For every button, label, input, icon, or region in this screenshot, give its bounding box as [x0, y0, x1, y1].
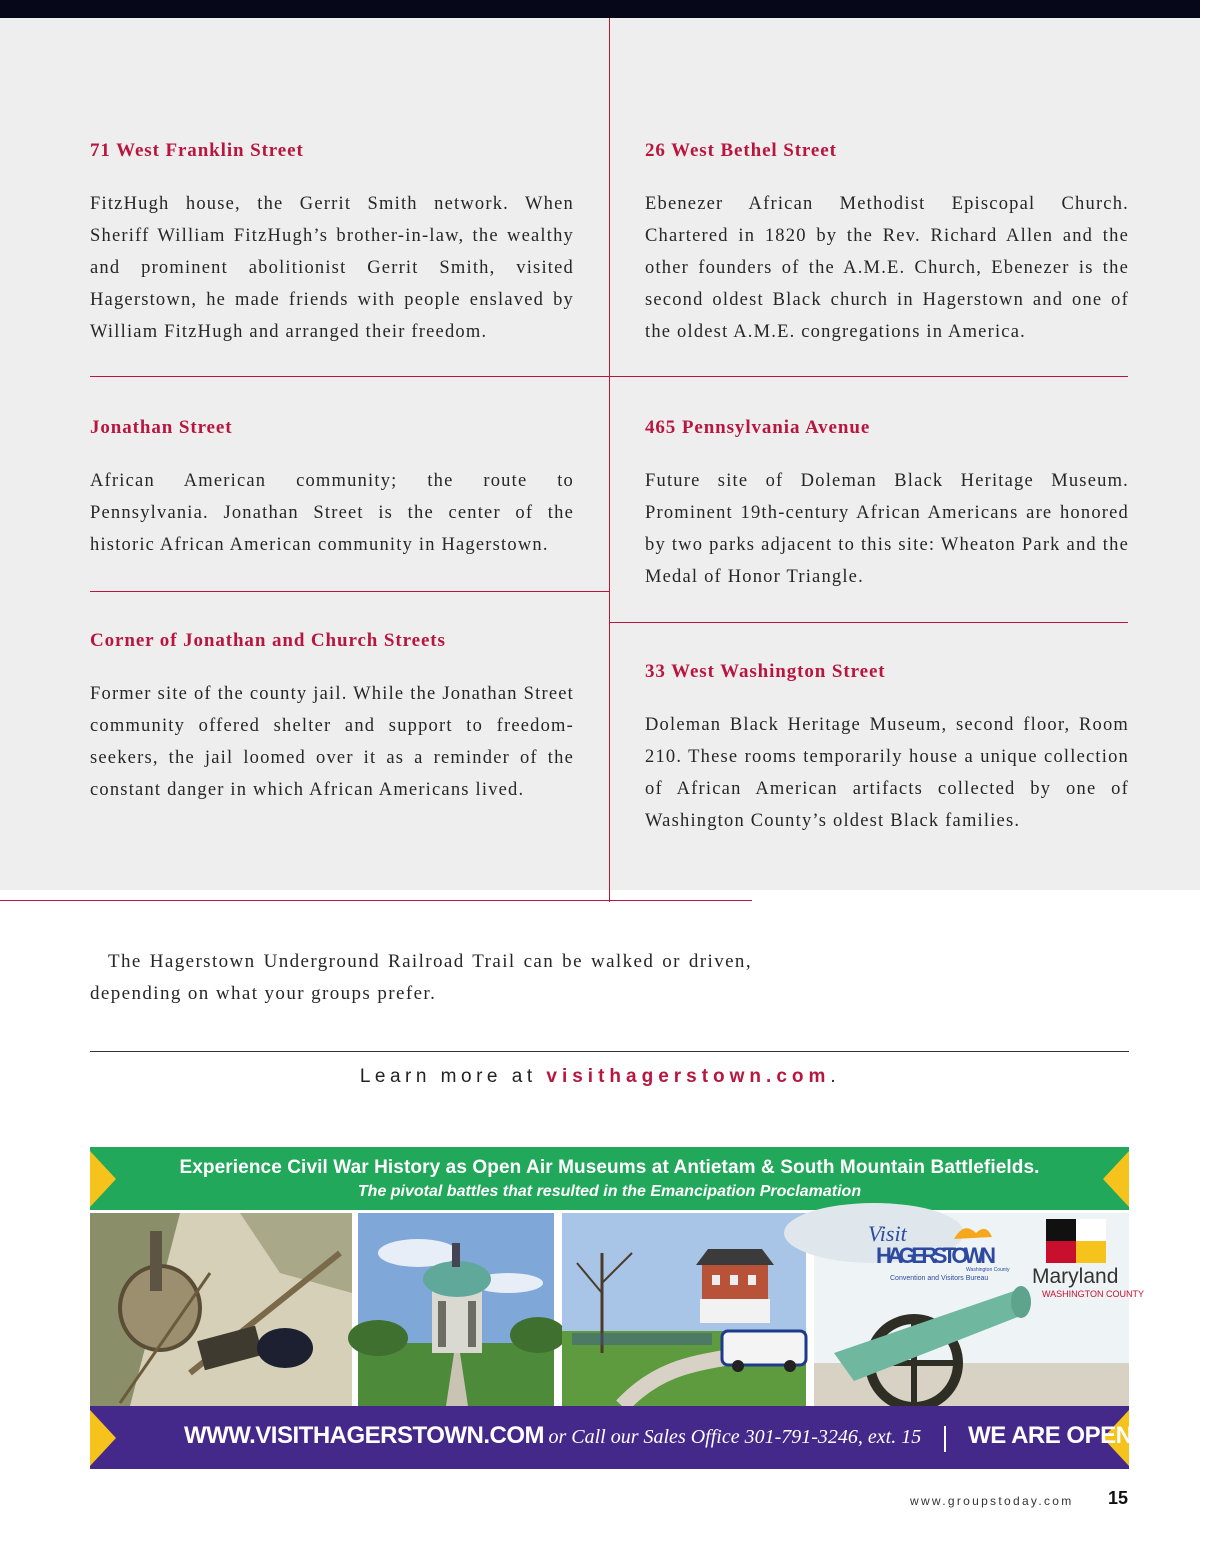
site-heading: 33 West Washington Street: [645, 661, 886, 682]
hagerstown-logo-subtext: Washington County: [966, 1267, 1010, 1273]
site-entry: [90, 630, 574, 806]
ad-headline: Experience Civil War History as Open Air Museums at Antietam & South Mountain Battlefields.: [179, 1157, 1040, 1178]
closing-paragraph: The Hagerstown Underground Railroad Trail can be walked or driven, depending on what your groups prefer.: [90, 951, 752, 1004]
section-rule: [90, 1051, 1129, 1052]
footer-site: www.groupstoday.com: [910, 1494, 1074, 1508]
row-divider-right-2: [609, 622, 1128, 623]
photo-cannon-logos: [814, 1213, 1145, 1406]
site-entry: [90, 140, 574, 348]
column-divider: [609, 18, 610, 902]
row-divider-left-2: [90, 591, 609, 592]
ad-call-text: or Call our Sales Office 301-791-3246, ext. 15: [548, 1426, 922, 1448]
photo-artifacts: [90, 1213, 352, 1406]
site-description: African American community; the route to Pennsylvania. Jonathan Street is the center of the historic African American community in Hagerstown.: [90, 471, 574, 555]
site-heading: Jonathan Street: [90, 417, 233, 438]
ad-photos: [90, 1210, 1145, 1406]
page-number: 15: [1108, 1488, 1129, 1508]
hagerstown-logo-text: HAGERSTOWN: [876, 1243, 996, 1268]
ad-groups-text: for Groups!: [1136, 1426, 1231, 1448]
county-logo-text: WASHINGTON COUNTY: [1042, 1289, 1145, 1299]
site-heading: Corner of Jonathan and Church Streets: [90, 630, 446, 651]
left-arrow-icon: [90, 1410, 116, 1466]
left-arrow-icon: [90, 1151, 116, 1207]
site-heading: 71 West Franklin Street: [90, 140, 304, 161]
learn-more-prefix: Learn more at: [359, 1066, 537, 1087]
row-divider-1: [90, 376, 1128, 377]
site-description: FitzHugh house, the Gerrit Smith network. When Sheriff William FitzHugh’s brother-in-law, the wealthy and prominent abolitionist Gerrit Smith, visited Hagerstown, he made friends with people enslaved by William FitzHugh and arranged their freedom.: [90, 194, 574, 342]
site-entry: [645, 140, 1129, 348]
site-entry: [645, 661, 1129, 837]
visit-logo-text: Visit: [868, 1221, 907, 1246]
site-heading: 26 West Bethel Street: [645, 140, 837, 161]
learn-more-suffix: .: [830, 1066, 841, 1087]
ad-header: [90, 1147, 1129, 1210]
site-heading: 465 Pennsylvania Avenue: [645, 417, 871, 438]
learn-more-link[interactable]: visithagerstown.com: [546, 1066, 831, 1087]
ad-open-text: WE ARE OPEN: [968, 1422, 1133, 1449]
site-description: Doleman Black Heritage Museum, second floor, Room 210. These rooms temporarily house a unique collection of African American artifacts collected by one of Washington County’s oldest Black families.: [645, 715, 1129, 831]
bureau-logo-text: Convention and Visitors Bureau: [890, 1275, 989, 1282]
site-entry: [90, 417, 574, 561]
ad-separator: [944, 1426, 946, 1452]
ad-subheadline: The pivotal battles that resulted in the Emancipation Proclamation: [357, 1183, 862, 1200]
site-description: Former site of the county jail. While the Jonathan Street community offered shelter and support to freedom-seekers, the jail loomed over it as a reminder of the constant danger in which African Americans lived.: [90, 684, 574, 800]
panel-bottom-rule: [0, 900, 752, 901]
right-arrow-icon: [1103, 1151, 1129, 1207]
site-description: Future site of Doleman Black Heritage Museum. Prominent 19th-century African Americans are honored by two parks adjacent to this site: Wheaton Park and the Medal of Honor Triangle.: [645, 471, 1129, 587]
photo-farmhouse: [562, 1213, 806, 1406]
photo-monument: [358, 1213, 554, 1406]
site-entry: [645, 417, 1129, 593]
learn-more: [0, 1066, 1200, 1088]
ad-footer: [90, 1406, 1231, 1469]
ad-website-link[interactable]: WWW.VISITHAGERSTOWN.COM: [184, 1422, 545, 1449]
maryland-logo-text: Maryland: [1032, 1265, 1119, 1288]
advertisement[interactable]: [90, 1147, 1231, 1469]
site-description: Ebenezer African Methodist Episcopal Church. Chartered in 1820 by the Rev. Richard Allen and the other founders of the A.M.E. Church, Ebenezer is the second oldest Black church in Hagerstown and one of the oldest A.M.E. congregations in America.: [645, 194, 1129, 342]
ad-contact-line: [184, 1422, 1231, 1452]
top-bar: [0, 0, 1200, 18]
